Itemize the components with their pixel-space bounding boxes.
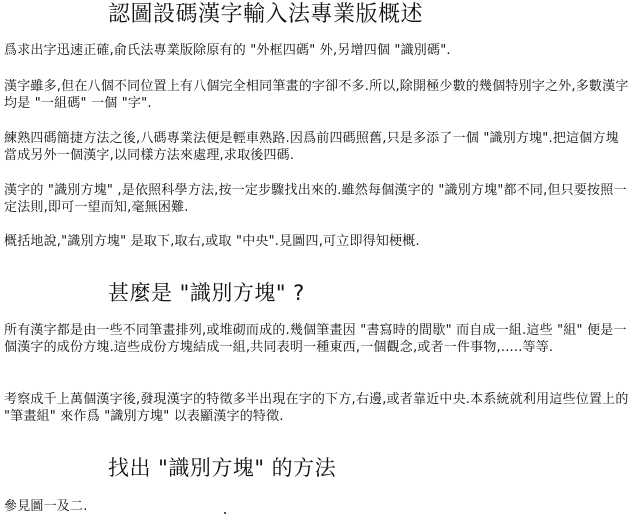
paragraph-char-uniqueness: 漢字雖多,但在八個不同位置上有八個完全相同筆畫的字卻不多.所以,除開極少數的幾個特別字之外,多數漢字均是 "一組碼" 一個 "字". xyxy=(4,79,629,111)
scan-speck xyxy=(224,512,226,514)
paragraph-eight-codes: 練熟四碼簡捷方法之後,八碼專業法便是輕車熟路.因爲前四碼照舊,只是多添了一個 "識別方塊".把這個方塊當成另外一個漢字,以同樣方法來處理,求取後四碼. xyxy=(4,131,619,163)
section-heading-method: 找出 "識別方塊" 的方法 xyxy=(108,456,337,480)
paragraph-intro: 爲求出字迅速正確,俞氏法專業版除原有的 "外框四碼" 外,另增四個 "識別碼". xyxy=(4,43,451,58)
paragraph-components: 所有漢字都是由一些不同筆畫排列,或堆砌而成的.幾個筆畫因 "書寫時的間歇" 而自成一組.這些 "組" 便是一個漢字的成份方塊.這些成份方塊結成一組,共同表明一種東西,一個觀念,或者一件事物,.....等等. xyxy=(4,323,627,355)
paragraph-see-figures: 參見圖一及二. xyxy=(4,499,88,514)
page-title: 認圖設碼漢字輸入法專業版概述 xyxy=(108,2,424,27)
paragraph-identification-block: 漢字的 "識別方塊" ,是依照科學方法,按一定步驟找出來的.雖然每個漢字的 "識別方塊"都不同,但只要按照一定法則,即可一望而知,毫無困難. xyxy=(4,183,627,215)
section-heading-what-is: 甚麼是 "識別方塊" ? xyxy=(108,281,305,305)
paragraph-summary: 概括地說,"識別方塊" 是取下,取右,或取 "中央".見圖四,可立即得知梗概. xyxy=(4,234,420,249)
paragraph-features: 考察成千上萬個漢字後,發現漢字的特徵多半出現在字的下方,右邊,或者靠近中央.本系統就利用這些位置上的 "筆畫組" 來作爲 "識別方塊" 以表顯漢字的特徵. xyxy=(4,392,629,424)
